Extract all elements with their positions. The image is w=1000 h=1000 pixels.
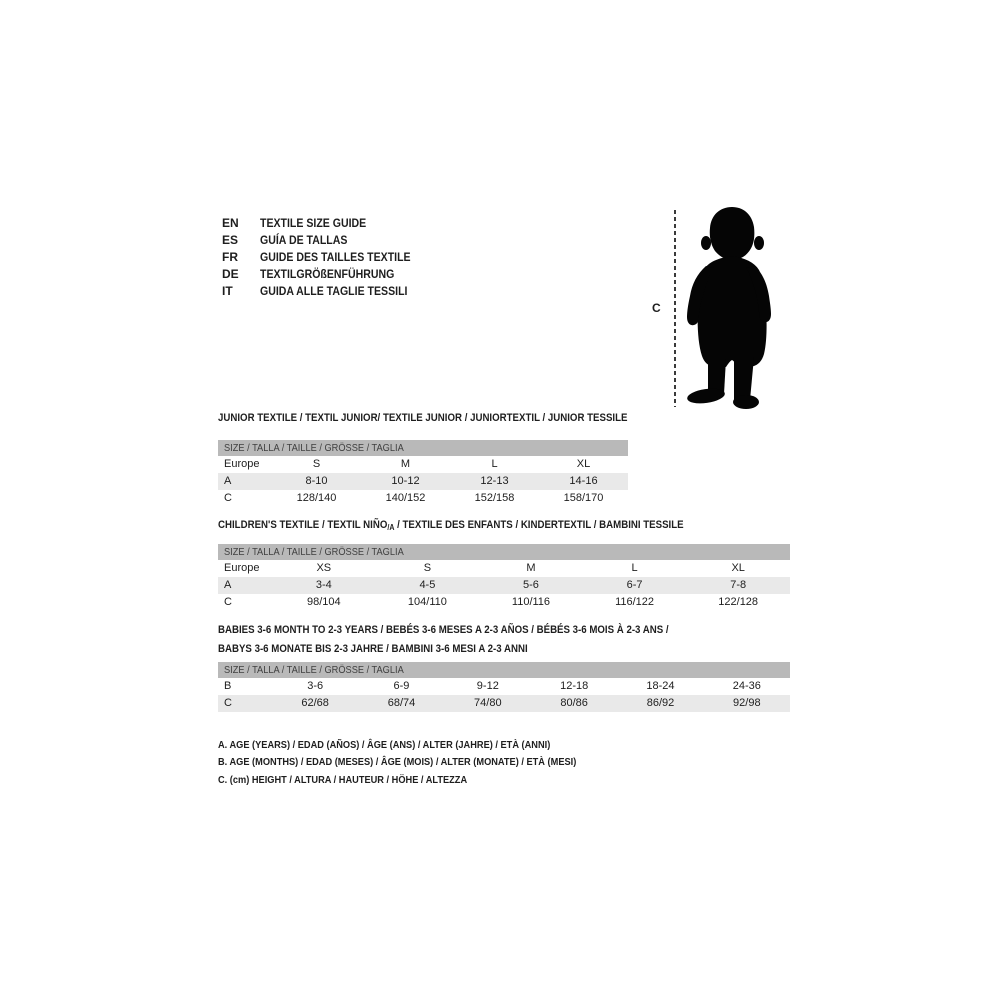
table-row bbox=[218, 490, 628, 507]
table-cell: 140/152 bbox=[385, 492, 426, 504]
table-cell: 8-10 bbox=[305, 475, 328, 487]
table-cell: 68/74 bbox=[387, 697, 416, 709]
table-cell: S bbox=[312, 458, 321, 470]
table-row bbox=[218, 473, 628, 490]
section-title-junior: JUNIOR TEXTILE / TEXTIL JUNIOR/ TEXTILE JUNIOR / JUNIORTEXTIL / JUNIOR TESSILE bbox=[218, 412, 628, 424]
table-cell: 110/116 bbox=[511, 596, 551, 608]
size-table-header-bar bbox=[218, 544, 790, 560]
table-cell: XL bbox=[731, 562, 745, 574]
table-cell: 12-18 bbox=[560, 680, 589, 692]
table-cell: 3-6 bbox=[307, 680, 324, 692]
size-table-babies bbox=[218, 662, 790, 712]
table-cell: 152/158 bbox=[474, 492, 515, 504]
table-cell: 86/92 bbox=[646, 697, 675, 709]
table-cell: 128/140 bbox=[296, 492, 337, 504]
table-cell: 122/128 bbox=[718, 596, 759, 608]
language-title: TEXTILE SIZE GUIDE bbox=[260, 216, 367, 230]
section-title-babies: BABIES 3-6 MONTH TO 2-3 YEARS / BEBÉS 3-6 MESES A 2-3 AÑOS / BÉBÉS 3-6 MOIS À 2-3 ANS / BABYS 3-6 MONATE BIS 2-3 JAHRE / BAMBINI 3-6 MESI A 2-3 ANNI bbox=[218, 624, 669, 655]
language-title: GUIDA ALLE TAGLIE TESSILI bbox=[260, 284, 408, 298]
table-row bbox=[218, 678, 790, 695]
table-cell: 80/86 bbox=[560, 697, 588, 709]
language-title: TEXTILGRÖßENFÜHRUNG bbox=[260, 267, 395, 281]
table-cell: 24-36 bbox=[732, 680, 761, 692]
list-item bbox=[222, 283, 431, 300]
table-row bbox=[218, 560, 790, 577]
language-title-list bbox=[222, 215, 431, 300]
size-bar-label: SIZE / TALLA / TAILLE / GRÖSSE / TAGLIA bbox=[224, 546, 404, 558]
table-cell: 7-8 bbox=[730, 579, 747, 591]
legend-line-c: C. (cm) HEIGHT / ALTURA / HAUTEUR / HÖHE / ALTEZZA bbox=[218, 773, 468, 786]
table-row bbox=[218, 594, 790, 611]
table-cell: XS bbox=[316, 562, 332, 574]
section-title-children: CHILDREN'S TEXTILE / TEXTIL NIÑO/A / TEXTILE DES ENFANTS / KINDERTEXTIL / BAMBINI TESSILE bbox=[218, 519, 684, 532]
row-label: C bbox=[224, 596, 232, 608]
size-bar-label: SIZE / TALLA / TAILLE / GRÖSSE / TAGLIA bbox=[224, 664, 404, 676]
table-cell: 12-13 bbox=[480, 475, 509, 487]
row-label: C bbox=[224, 492, 232, 504]
table-cell: 104/110 bbox=[407, 596, 447, 608]
row-label: A bbox=[224, 579, 232, 591]
size-table-header-bar bbox=[218, 662, 790, 678]
language-code: ES bbox=[222, 233, 239, 247]
table-cell: 4-5 bbox=[419, 579, 436, 591]
table-cell: 116/122 bbox=[615, 596, 655, 608]
row-label: Europe bbox=[224, 458, 260, 470]
table-row bbox=[218, 695, 790, 712]
language-code: DE bbox=[222, 267, 239, 281]
language-code: EN bbox=[222, 216, 239, 230]
table-cell: 92/98 bbox=[733, 697, 761, 709]
table-cell: 14-16 bbox=[569, 475, 598, 487]
height-measure-dashed-line bbox=[674, 210, 676, 407]
list-item bbox=[222, 232, 431, 249]
table-cell: M bbox=[400, 458, 411, 470]
table-cell: 158/170 bbox=[563, 492, 604, 504]
table-cell: 6-9 bbox=[393, 680, 410, 692]
size-table-children bbox=[218, 544, 790, 611]
table-row bbox=[218, 456, 628, 473]
table-cell: 10-12 bbox=[391, 475, 420, 487]
table-cell: 5-6 bbox=[523, 579, 539, 591]
table-cell: L bbox=[491, 458, 498, 470]
row-label: Europe bbox=[224, 562, 260, 574]
language-title: GUÍA DE TALLAS bbox=[260, 233, 348, 247]
table-row bbox=[218, 577, 790, 594]
table-cell: L bbox=[631, 562, 638, 574]
table-cell: S bbox=[423, 562, 432, 574]
table-cell: 9-12 bbox=[476, 680, 499, 692]
language-title: GUIDE DES TAILLES TEXTILE bbox=[260, 250, 411, 264]
measurement-legend bbox=[218, 737, 625, 789]
table-cell: 3-4 bbox=[315, 579, 332, 591]
list-item bbox=[222, 249, 431, 266]
language-code: IT bbox=[222, 284, 233, 298]
size-table-header-bar bbox=[218, 440, 628, 456]
list-item bbox=[222, 215, 431, 232]
table-cell: 74/80 bbox=[474, 697, 502, 709]
toddler-silhouette-icon bbox=[680, 204, 780, 410]
row-label: B bbox=[224, 680, 232, 692]
row-label: A bbox=[224, 475, 232, 487]
table-cell: 62/68 bbox=[301, 697, 329, 709]
size-bar-label: SIZE / TALLA / TAILLE / GRÖSSE / TAGLIA bbox=[224, 442, 404, 454]
height-measure-label: C bbox=[652, 301, 661, 315]
language-code: FR bbox=[222, 250, 238, 264]
table-cell: 18-24 bbox=[646, 680, 675, 692]
table-cell: XL bbox=[576, 458, 591, 470]
row-label: C bbox=[224, 697, 232, 709]
legend-line-a: A. AGE (YEARS) / EDAD (AÑOS) / ÂGE (ANS) / ALTER (JAHRE) / ETÀ (ANNI) bbox=[218, 739, 551, 751]
size-table-junior bbox=[218, 440, 628, 507]
table-cell: 98/104 bbox=[306, 596, 341, 608]
table-cell: M bbox=[526, 562, 536, 574]
legend-line-b: B. AGE (MONTHS) / EDAD (MESES) / ÂGE (MOIS) / ALTER (MONATE) / ETÀ (MESI) bbox=[218, 756, 577, 769]
table-cell: 6-7 bbox=[626, 579, 643, 591]
list-item bbox=[222, 266, 431, 283]
